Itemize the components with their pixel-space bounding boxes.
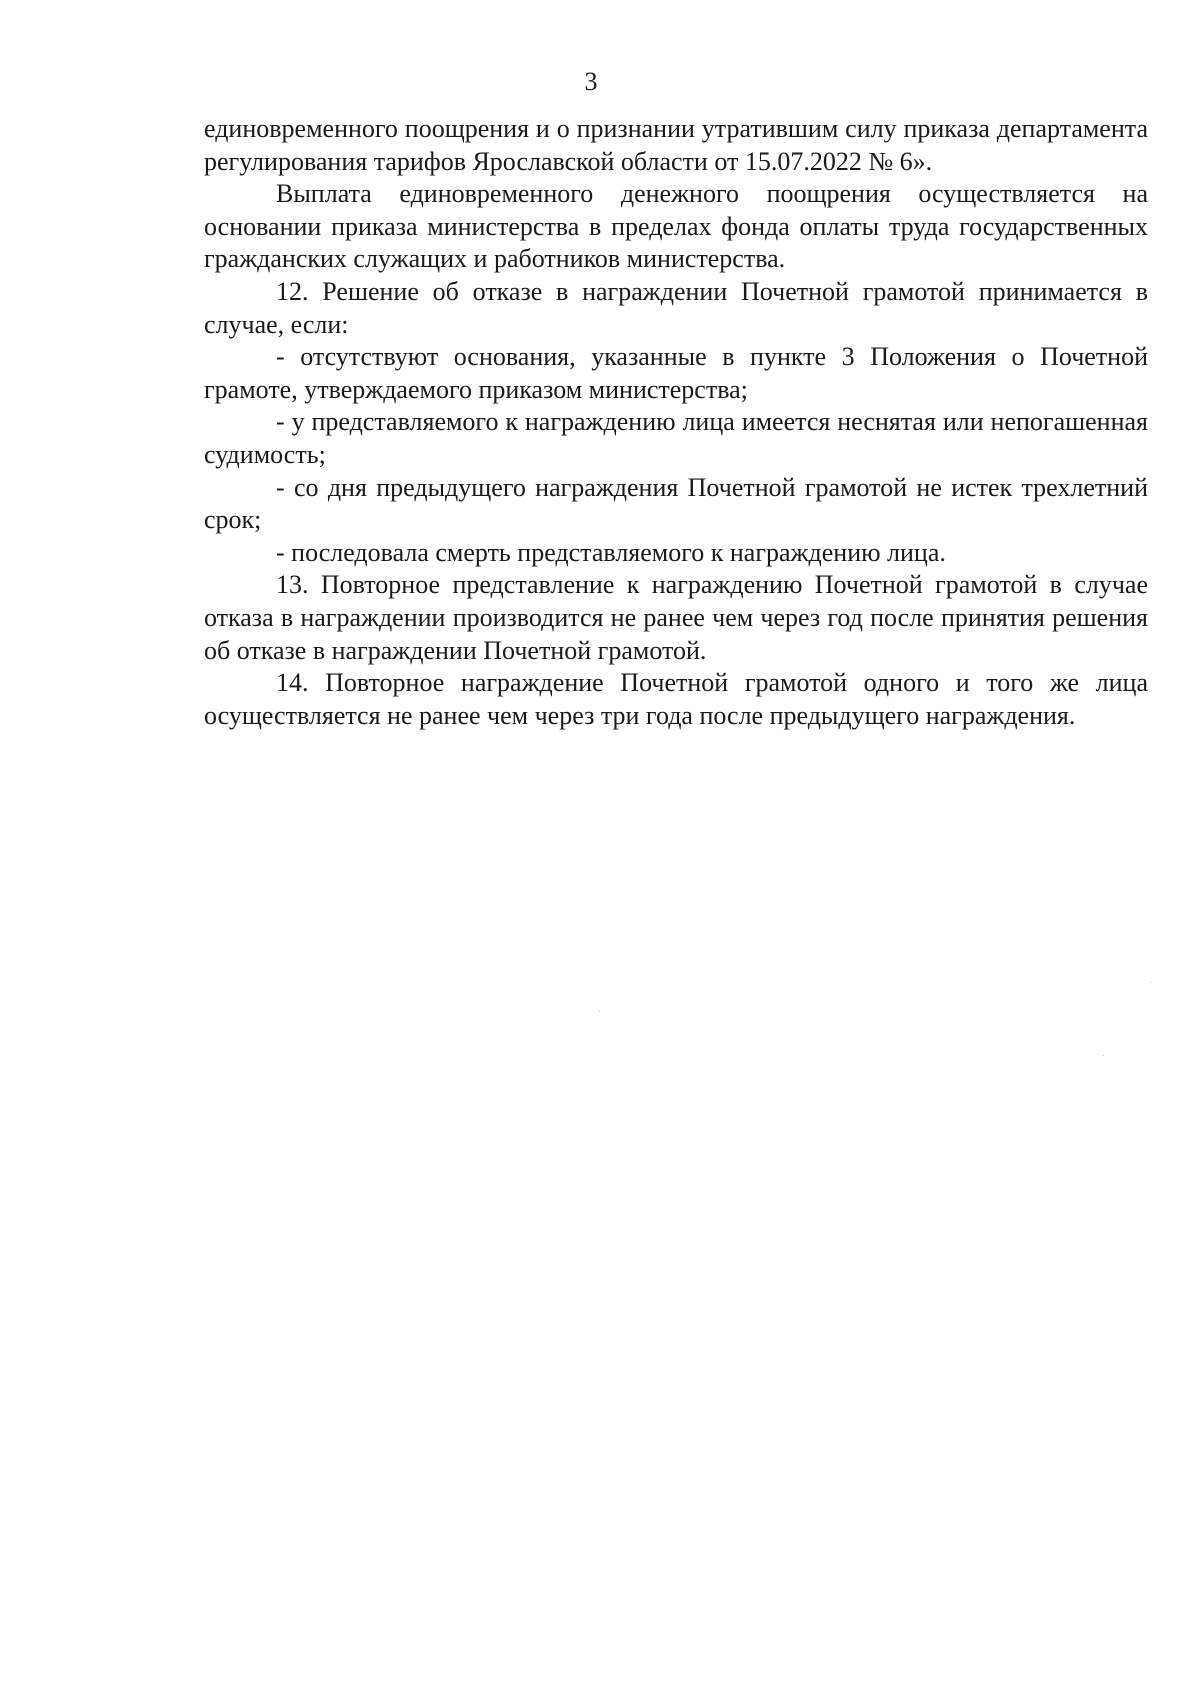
paragraph-14: 14. Повторное награждение Почетной грамотой одного и того же лица осуществляется не ранее чем через три года после предыдущего награждения.	[204, 668, 1148, 730]
list-item-death: - последовала смерть представляемого к награждению лица.	[276, 537, 946, 567]
page-number: 3	[584, 67, 598, 96]
document-body	[204, 113, 1148, 732]
scan-speck	[599, 1011, 600, 1012]
paragraph-12: 12. Решение об отказе в награждении Почетной грамотой принимается в случае, если:	[204, 276, 1148, 339]
paragraph-continuation: единовременного поощрения и о признании утратившим силу приказа департамента регулирования тарифов Ярославской области от 15.07.2022 № 6».	[204, 114, 1148, 176]
list-item-three-year-term: - со дня предыдущего награждения Почетной грамотой не истек трехлетний срок;	[204, 472, 1148, 535]
scan-speck	[1103, 1055, 1104, 1056]
list-item-no-grounds: - отсутствуют основания, указанные в пункте 3 Положения о Почетной грамоте, утверждаемого приказом министерства;	[204, 342, 1148, 404]
list-item-conviction: - у представляемого к награждению лица имеется неснятая или непогашенная судимость;	[204, 407, 1148, 469]
paragraph-payment: Выплата единовременного денежного поощрения осуществляется на основании приказа министерства в пределах фонда оплаты труда государственных гражданских служащих и работников министерства.	[204, 179, 1148, 274]
scan-speck	[1150, 982, 1151, 983]
paragraph-13: 13. Повторное представление к награждению Почетной грамотой в случае отказа в награждении производится не ранее чем через год после принятия решения об отказе в награждении Почетной грамотой.	[204, 570, 1148, 665]
